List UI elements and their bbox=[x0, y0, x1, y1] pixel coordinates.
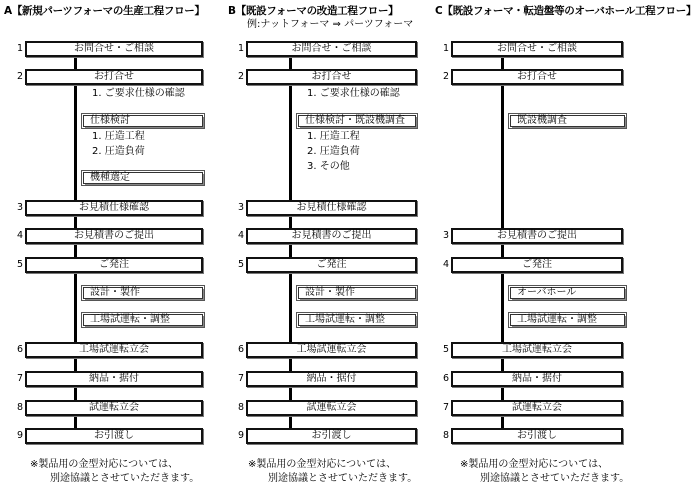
step-number: 1 bbox=[16, 43, 23, 54]
flow-column-c bbox=[435, 0, 700, 486]
subbox-factory-test-adjust: 工場試運転・調整 bbox=[83, 314, 203, 326]
step-handover: お引渡し bbox=[246, 428, 417, 444]
step-order: ご発注 bbox=[25, 257, 203, 273]
step-number: 5 bbox=[442, 344, 449, 355]
subbox-overhaul: オーバホール bbox=[510, 287, 625, 299]
step-order: ご発注 bbox=[451, 257, 623, 273]
step-number: 8 bbox=[442, 430, 449, 441]
footnote-line-2: 別途協議とさせていただきます。 bbox=[50, 473, 200, 484]
flow-column-b bbox=[225, 0, 435, 486]
column-a-title: A【新規パーツフォーマの生産工程フロー】 bbox=[4, 5, 205, 17]
step-number: 2 bbox=[442, 71, 449, 82]
subbox-design-manufacture: 設計・製作 bbox=[298, 287, 416, 299]
step-number: 8 bbox=[16, 402, 23, 413]
step-quote-submit: お見積書のご提出 bbox=[246, 228, 417, 244]
step-number: 7 bbox=[237, 373, 244, 384]
footnote-line-1: ※製品用の金型対応については、 bbox=[248, 459, 397, 470]
step-delivery-install: 納品・据付 bbox=[451, 371, 623, 387]
step-delivery-install: 納品・据付 bbox=[25, 371, 203, 387]
note-forging-process: 1. 圧造工程 bbox=[92, 131, 145, 142]
column-c-title: C【既設フォーマ・転造盤等のオーバホール工程フロー】 bbox=[435, 5, 697, 17]
step-handover: お引渡し bbox=[451, 428, 623, 444]
step-quote-submit: お見積書のご提出 bbox=[451, 228, 623, 244]
step-number: 3 bbox=[237, 202, 244, 213]
step-inquiry: お問合せ・ご相談 bbox=[451, 41, 623, 57]
subbox-design-manufacture: 設計・製作 bbox=[83, 287, 203, 299]
step-delivery-install: 納品・据付 bbox=[246, 371, 417, 387]
column-b-example: 例:ナットフォーマ ⇒ パーツフォーマ bbox=[247, 19, 414, 30]
footnote-line-1: ※製品用の金型対応については、 bbox=[30, 459, 179, 470]
note-forging-load: 2. 圧造負荷 bbox=[92, 146, 145, 157]
step-number: 6 bbox=[16, 344, 23, 355]
step-meeting: お打合せ bbox=[25, 69, 203, 85]
step-number: 5 bbox=[237, 259, 244, 270]
step-number: 7 bbox=[442, 402, 449, 413]
step-number: 6 bbox=[442, 373, 449, 384]
note-requirement-check: 1. ご要求仕様の確認 bbox=[92, 88, 185, 99]
flow-column-a bbox=[0, 0, 225, 486]
subbox-model-selection: 機種選定 bbox=[83, 172, 203, 184]
step-inquiry: お問合せ・ご相談 bbox=[246, 41, 417, 57]
step-order: ご発注 bbox=[246, 257, 417, 273]
footnote-line-2: 別途協議とさせていただきます。 bbox=[480, 473, 630, 484]
step-factory-test-witness: 工場試運転立会 bbox=[246, 342, 417, 358]
step-number: 8 bbox=[237, 402, 244, 413]
footnote-line-2: 別途協議とさせていただきます。 bbox=[268, 473, 418, 484]
subbox-spec-review-existing-survey: 仕様検討・既設機調査 bbox=[298, 115, 416, 127]
step-quote-spec: お見積仕様確認 bbox=[25, 200, 203, 216]
step-number: 4 bbox=[237, 230, 244, 241]
note-forging-process: 1. 圧造工程 bbox=[307, 131, 360, 142]
step-number: 1 bbox=[237, 43, 244, 54]
subbox-existing-machine-survey: 既設機調査 bbox=[510, 115, 625, 127]
step-number: 6 bbox=[237, 344, 244, 355]
step-meeting: お打合せ bbox=[451, 69, 623, 85]
step-number: 1 bbox=[442, 43, 449, 54]
footnote-line-1: ※製品用の金型対応については、 bbox=[460, 459, 609, 470]
step-test-run-witness: 試運転立会 bbox=[451, 400, 623, 416]
step-meeting: お打合せ bbox=[246, 69, 417, 85]
subbox-spec-review: 仕様検討 bbox=[83, 115, 203, 127]
step-number: 3 bbox=[442, 230, 449, 241]
step-number: 2 bbox=[16, 71, 23, 82]
step-inquiry: お問合せ・ご相談 bbox=[25, 41, 203, 57]
step-number: 2 bbox=[237, 71, 244, 82]
column-b-title: B【既設フォーマの改造工程フロー】 bbox=[228, 5, 399, 17]
step-handover: お引渡し bbox=[25, 428, 203, 444]
subbox-factory-test-adjust: 工場試運転・調整 bbox=[510, 314, 625, 326]
note-forging-load: 2. 圧造負荷 bbox=[307, 146, 360, 157]
step-quote-submit: お見積書のご提出 bbox=[25, 228, 203, 244]
note-other: 3. その他 bbox=[307, 161, 350, 172]
step-factory-test-witness: 工場試運転立会 bbox=[451, 342, 623, 358]
step-number: 4 bbox=[442, 259, 449, 270]
step-number: 7 bbox=[16, 373, 23, 384]
subbox-factory-test-adjust: 工場試運転・調整 bbox=[298, 314, 416, 326]
step-number: 9 bbox=[237, 430, 244, 441]
step-number: 5 bbox=[16, 259, 23, 270]
step-factory-test-witness: 工場試運転立会 bbox=[25, 342, 203, 358]
step-number: 4 bbox=[16, 230, 23, 241]
step-number: 9 bbox=[16, 430, 23, 441]
note-requirement-check: 1. ご要求仕様の確認 bbox=[307, 88, 400, 99]
step-test-run-witness: 試運転立会 bbox=[246, 400, 417, 416]
step-number: 3 bbox=[16, 202, 23, 213]
step-quote-spec: お見積仕様確認 bbox=[246, 200, 417, 216]
step-test-run-witness: 試運転立会 bbox=[25, 400, 203, 416]
